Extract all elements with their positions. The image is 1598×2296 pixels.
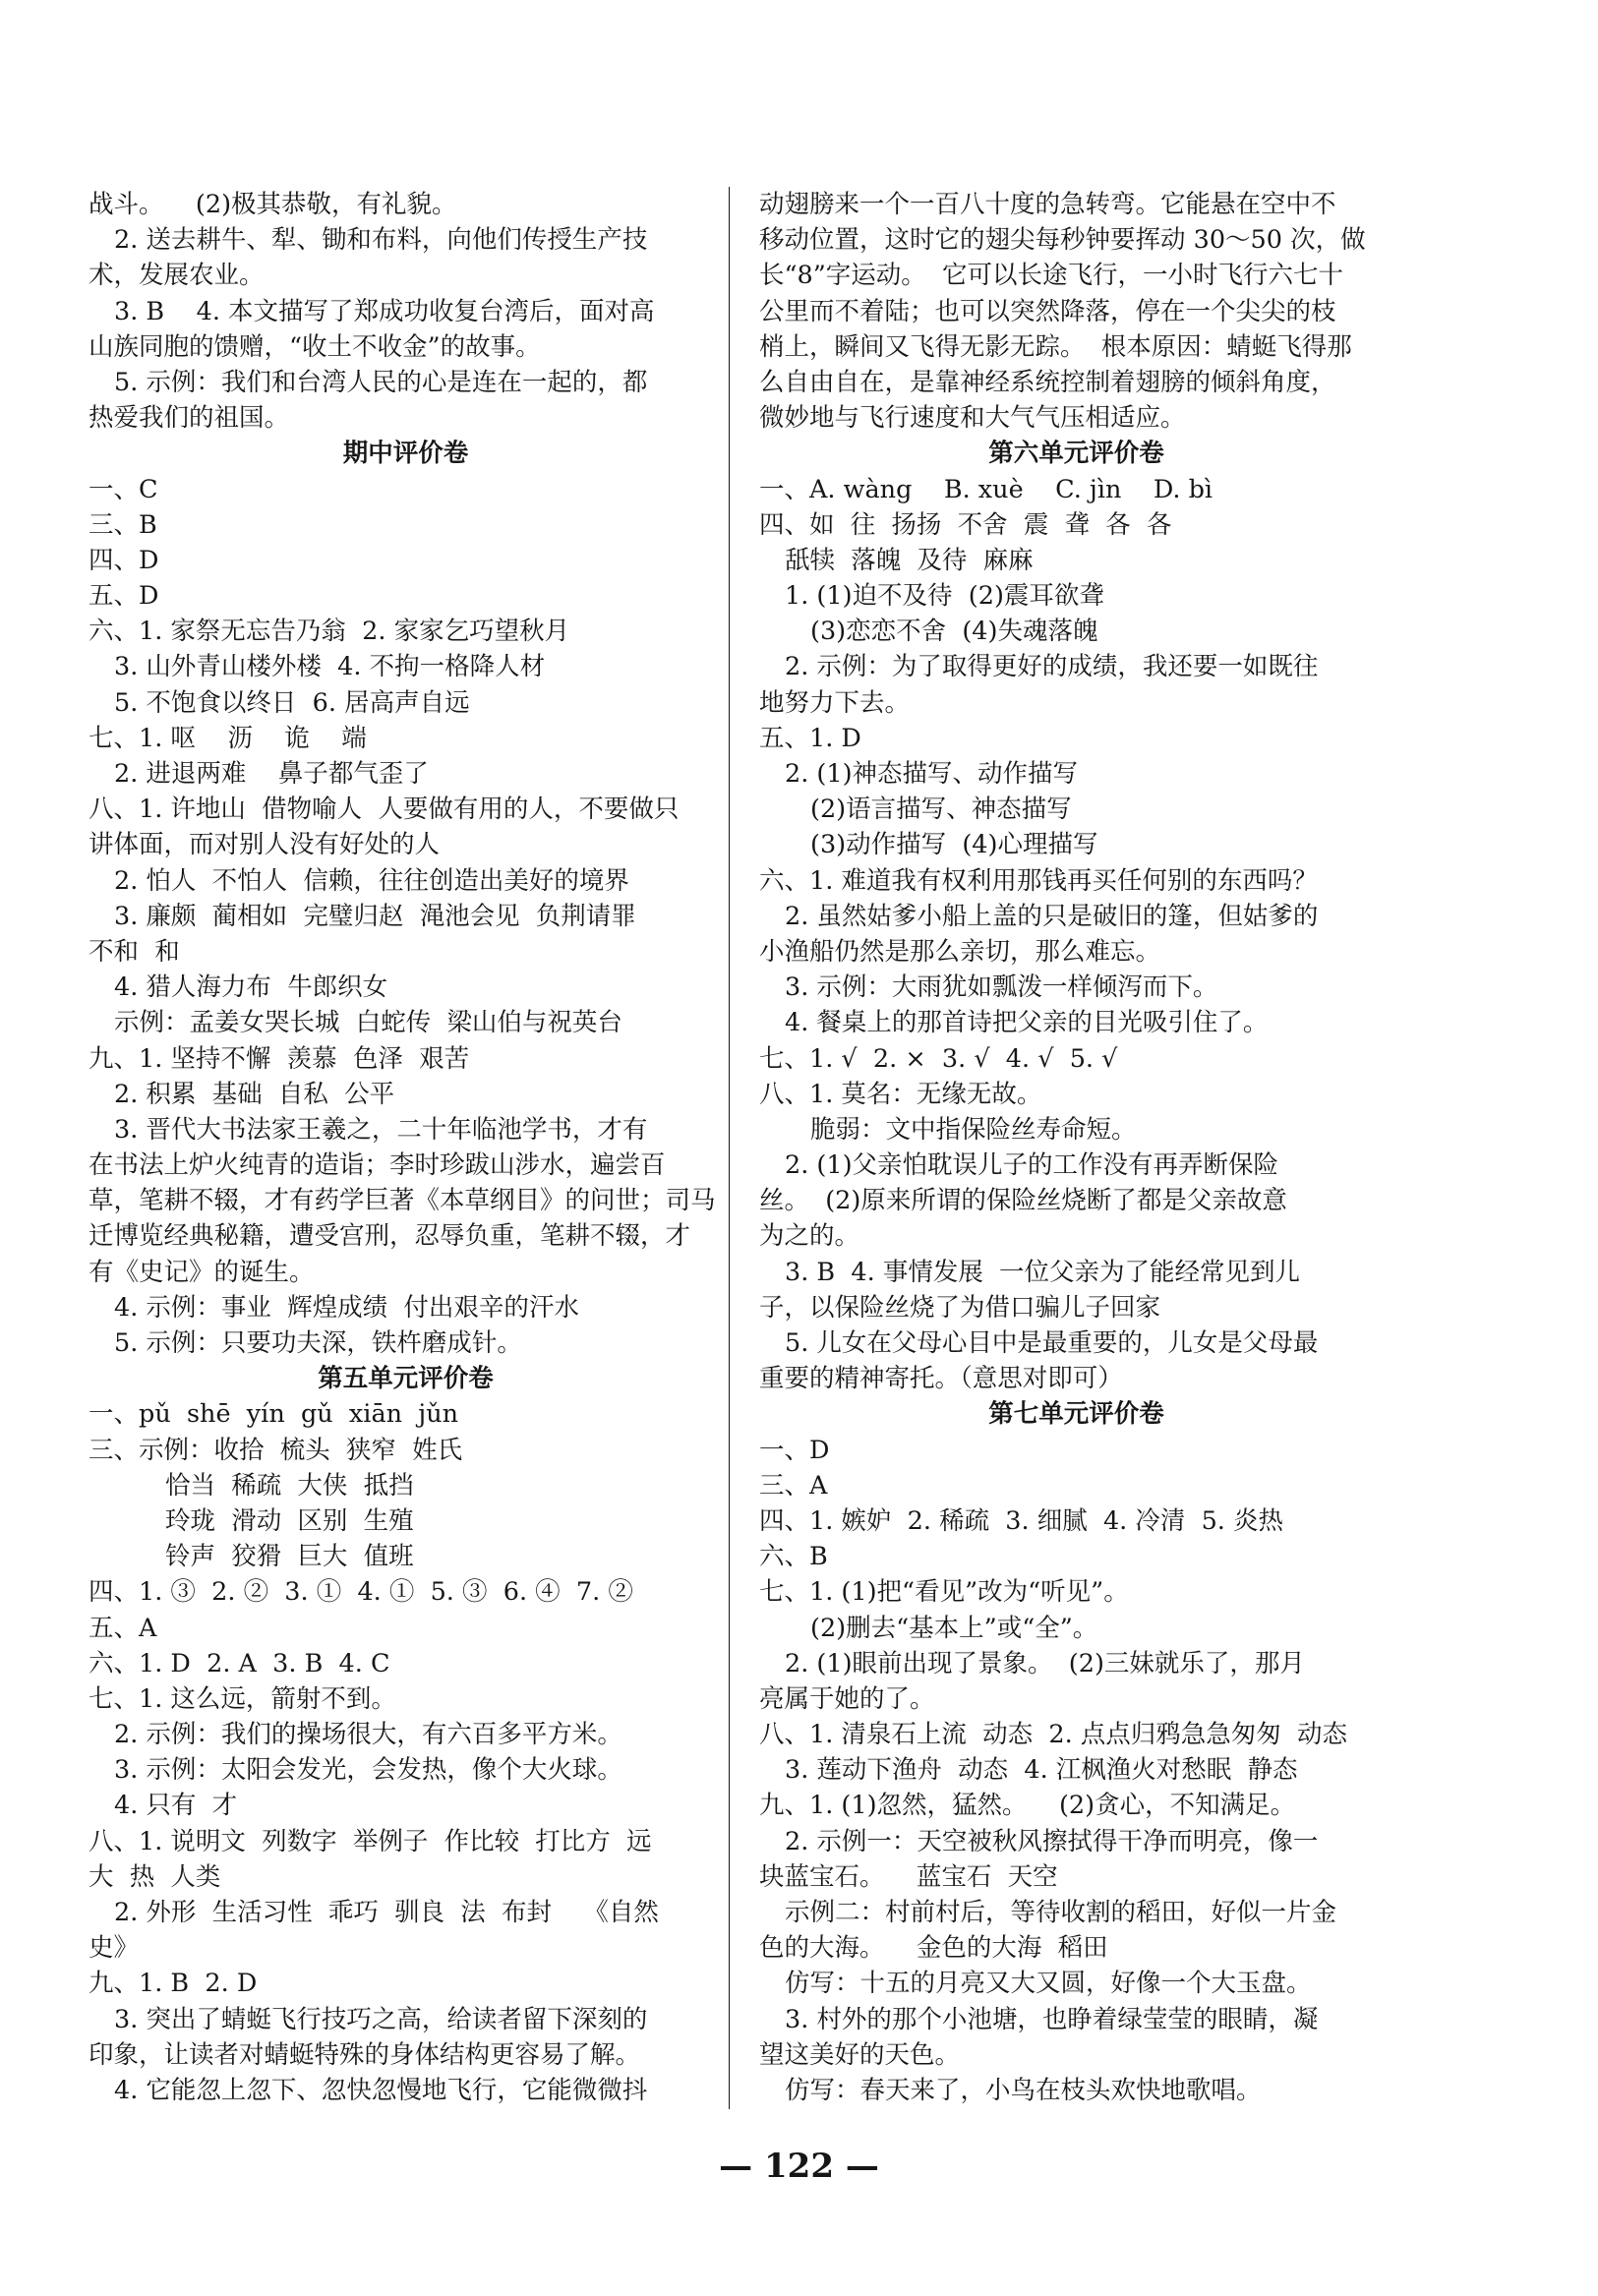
answer-line: 3. 莲动下渔舟 动态 4. 江枫渔火对愁眠 静态 [785, 1755, 1298, 1786]
answer-line: 七、1. 呕 沥 诡 端 [89, 723, 367, 753]
answer-line: 一、C [89, 474, 158, 504]
answer-line: 不和 和 [89, 936, 180, 967]
answer-line: 示例二：村前村后，等待收割的稻田，好似一片金 [785, 1898, 1337, 1927]
answer-line: 4. 猎人海力布 牛郎织女 [114, 972, 388, 1003]
answer-line: 2. 送去耕牛、犁、锄和布料，向他们传授生产技 [114, 225, 648, 256]
answer-line: 八、1. 许地山 借物喻人 人要做有用的人，不要做只 [89, 795, 680, 825]
section-heading: 第七单元评价卷 [988, 1399, 1164, 1430]
answer-line: 讲体面，而对别人没有好处的人 [89, 830, 441, 860]
answer-line: 六、1. D 2. A 3. B 4. C [89, 1648, 390, 1678]
section-heading: 第五单元评价卷 [318, 1364, 494, 1394]
answer-line: 5. 不饱食以终日 6. 居高声自远 [114, 687, 470, 718]
answer-line: 微妙地与飞行速度和大气气压相适应。 [759, 403, 1186, 434]
answer-line: 九、1. B 2. D [89, 1969, 258, 1999]
answer-line: 2. 示例一：天空被秋风擦拭得干净而明亮，像一 [785, 1826, 1319, 1856]
answer-line: 舐犊 落魄 及待 麻麻 [785, 545, 1034, 575]
answer-line: 2. 积累 基础 自私 公平 [114, 1079, 395, 1109]
answer-line: 3. B 4. 事情发展 一位父亲为了能经常见到儿 [785, 1257, 1301, 1287]
answer-line: 六、1. 家祭无忘告乃翁 2. 家家乞巧望秋月 [89, 617, 570, 647]
answer-line: 2. 外形 生活习性 乖巧 驯良 法 布封 《自然 [114, 1898, 659, 1927]
answer-line: 八、1. 莫名：无缘无故。 [759, 1079, 1042, 1109]
answer-line: 六、1. 难道我有权利用那钱再买任何别的东西吗？ [759, 865, 1318, 896]
answer-line: 印象，让读者对蜻蜓特殊的身体结构更容易了解。 [89, 2039, 641, 2070]
answer-line: 术，发展农业。 [89, 261, 265, 291]
answer-line: 丝。 (2)原来所谓的保险丝烧断了都是父亲故意 [759, 1186, 1287, 1216]
answer-line: 亮属于她的了。 [759, 1683, 935, 1714]
answer-line: (2)删去“基本上”或“全”。 [810, 1613, 1098, 1643]
answer-line: 三、示例：收拾 梳头 狭窄 姓氏 [89, 1435, 463, 1465]
answer-line: 四、如 往 扬扬 不舍 震 聋 各 各 [759, 509, 1172, 540]
answer-line: 五、A [89, 1613, 157, 1643]
answer-line: 3. 山外青山楼外楼 4. 不拘一格降人材 [114, 652, 546, 682]
answer-line: 五、D [89, 581, 159, 612]
answer-line: 地努力下去。 [759, 687, 911, 718]
answer-line: 九、1. 坚持不懈 羡慕 色泽 艰苦 [89, 1043, 470, 1074]
answer-line: 3. 晋代大书法家王羲之，二十年临池学书，才有 [114, 1114, 648, 1145]
answer-line: 移动位置，这时它的翅尖每秒钟要挥动 30～50 次，做 [759, 225, 1366, 256]
answer-line: 子，以保险丝烧了为借口骗儿子回家 [759, 1292, 1161, 1323]
answer-line: 4. 只有 才 [114, 1791, 238, 1821]
answer-line: 仿写：十五的月亮又大又圆，好像一个大玉盘。 [785, 1969, 1312, 1999]
answer-line: 玲珑 滑动 区别 生殖 [165, 1505, 414, 1536]
answer-line: 七、1. (1)把“看见”改为“听见”。 [759, 1577, 1129, 1608]
answer-line: 四、1. 嫉妒 2. 稀疏 3. 细腻 4. 冷清 5. 炎热 [759, 1505, 1284, 1536]
answer-line: 2. (1)神态描写、动作描写 [785, 759, 1079, 789]
answer-line: 公里而不着陆；也可以突然降落，停在一个尖尖的枝 [759, 296, 1336, 326]
answer-line: (3)动作描写 (4)心理描写 [810, 830, 1098, 860]
answer-line: 迁博览经典秘籍，遭受宫刑，忍辱负重，笔耕不辍，才 [89, 1221, 691, 1252]
answer-line: 小渔船仍然是那么亲切，那么难忘。 [759, 936, 1161, 967]
answer-line: 5. 示例：只要功夫深，铁杵磨成针。 [114, 1328, 522, 1358]
answer-line: 七、1. 这么远，箭射不到。 [89, 1683, 396, 1714]
answer-line: 铃声 狡猾 巨大 值班 [165, 1542, 414, 1572]
right-column [759, 187, 1393, 2108]
answer-line: 一、D [759, 1435, 830, 1465]
answer-line: 2. 进退两难 鼻子都气歪了 [114, 759, 429, 789]
answer-line: 热爱我们的祖国。 [89, 403, 290, 434]
answer-line: 2. (1)眼前出现了景象。 (2)三妹就乐了，那月 [785, 1648, 1305, 1678]
answer-line: 六、B [759, 1542, 828, 1572]
answer-line: 3. 示例：大雨犹如瓢泼一样倾泻而下。 [785, 972, 1218, 1003]
answer-line: 在书法上炉火纯青的造诣；李时珍跋山涉水，遍尝百 [89, 1150, 666, 1181]
answer-line: 七、1. √ 2. × 3. √ 4. √ 5. √ [759, 1043, 1118, 1074]
answer-line: 望这美好的天色。 [759, 2039, 961, 2070]
answer-line: 块蓝宝石。 蓝宝石 天空 [759, 1861, 1058, 1892]
answer-line: 仿写：春天来了，小鸟在枝头欢快地歌唱。 [785, 2075, 1262, 2105]
answer-line: 三、A [759, 1470, 828, 1501]
answer-line: 长“8”字运动。 它可以长途飞行，一小时飞行六七十 [759, 261, 1344, 291]
answer-line: 5. 儿女在父母心目中是最重要的，儿女是父母最 [785, 1328, 1319, 1358]
left-column [89, 187, 723, 2108]
answer-line: 4. 它能忽上忽下、忽快忽慢地飞行，它能微微抖 [114, 2075, 648, 2105]
answer-line: 战斗。 (2)极其恭敬，有礼貌。 [89, 190, 457, 219]
answer-line: 九、1. (1)忽然，猛然。 (2)贪心，不知满足。 [759, 1791, 1296, 1821]
answer-line: 1. (1)迫不及待 (2)震耳欲聋 [785, 581, 1104, 612]
answer-line: 五、1. D [759, 723, 861, 753]
answer-line: 为之的。 [759, 1221, 860, 1252]
answer-line: 示例：孟姜女哭长城 白蛇传 梁山伯与祝英台 [114, 1008, 622, 1038]
answer-line: 4. 餐桌上的那首诗把父亲的目光吸引住了。 [785, 1008, 1269, 1038]
answer-line: 5. 示例：我们和台湾人民的心是连在一起的，都 [114, 367, 648, 397]
answer-line: 脆弱：文中指保险丝寿命短。 [810, 1114, 1137, 1145]
answer-line: 4. 示例：事业 辉煌成绩 付出艰辛的汗水 [114, 1292, 579, 1323]
page-number: — 122 — [719, 2147, 879, 2186]
answer-line: 梢上，瞬间又飞得无影无踪。 根本原因：蜻蜓飞得那 [759, 331, 1352, 362]
answer-line: 有《史记》的诞生。 [89, 1257, 315, 1287]
answer-line: 草，笔耕不辍，才有药学巨著《本草纲目》的问世；司马 [89, 1186, 716, 1216]
answer-line: 3. 廉颇 蔺相如 完璧归赵 渑池会见 负荆请罪 [114, 901, 636, 931]
answer-line: 色的大海。 金色的大海 稻田 [759, 1933, 1108, 1964]
answer-line: (2)语言描写、神态描写 [810, 795, 1072, 825]
answer-line: 么自由自在，是靠神经系统控制着翅膀的倾斜角度， [759, 367, 1336, 397]
answer-line: 2. 虽然姑爹小船上盖的只是破旧的篷，但姑爹的 [785, 901, 1319, 931]
answer-line: 3. 示例：太阳会发光，会发热，像个大火球。 [114, 1755, 622, 1786]
answer-line: 3. B 4. 本文描写了郑成功收复台湾后，面对高 [114, 296, 655, 326]
column-divider [729, 187, 730, 2109]
answer-line: 一、pǔ shē yín gǔ xiān jǔn [89, 1399, 459, 1430]
answer-line: 2. 怕人 不怕人 信赖，往往创造出美好的境界 [114, 865, 629, 896]
answer-line: 八、1. 清泉石上流 动态 2. 点点归鸦急急匆匆 动态 [759, 1720, 1348, 1750]
answer-line: 三、B [89, 509, 157, 540]
answer-line: 一、A. wàng B. xuè C. jìn D. bì [759, 474, 1213, 504]
answer-line: 重要的精神寄托。（意思对即可） [759, 1364, 1123, 1394]
answer-line: 八、1. 说明文 列数字 举例子 作比较 打比方 远 [89, 1826, 652, 1856]
answer-line: 2. 示例：为了取得更好的成绩，我还要一如既往 [785, 652, 1319, 682]
section-heading: 期中评价卷 [342, 439, 469, 469]
answer-line: 动翅膀来一个一百八十度的急转弯。它能悬在空中不 [759, 190, 1336, 219]
answer-line: 四、D [89, 545, 159, 575]
answer-line: 四、1. ③ 2. ② 3. ① 4. ① 5. ③ 6. ④ 7. ② [89, 1577, 633, 1608]
answer-line: 2. 示例：我们的操场很大，有六百多平方米。 [114, 1720, 622, 1750]
answer-line: 大 热 人类 [89, 1861, 221, 1892]
answer-line: 2. (1)父亲怕耽误儿子的工作没有再弄断保险 [785, 1150, 1279, 1181]
answer-line: 3. 突出了蜻蜓飞行技巧之高，给读者留下深刻的 [114, 2004, 648, 2034]
answer-line: 恰当 稀疏 大侠 抵挡 [165, 1470, 414, 1501]
answer-line: 山族同胞的馈赠，“收土不收金”的故事。 [89, 331, 541, 362]
answer-line: 史》 [89, 1933, 140, 1964]
section-heading: 第六单元评价卷 [988, 439, 1164, 469]
answer-line: (3)恋恋不舍 (4)失魂落魄 [810, 617, 1098, 647]
answer-line: 3. 村外的那个小池塘，也睁着绿莹莹的眼睛，凝 [785, 2004, 1319, 2034]
